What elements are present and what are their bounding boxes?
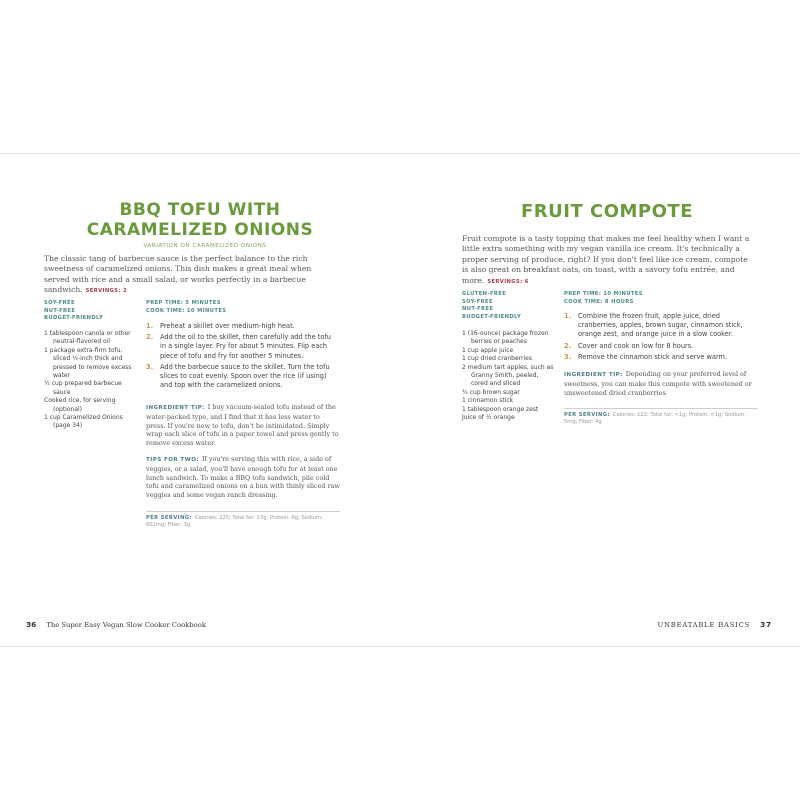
recipe-title <box>60 200 340 240</box>
ingredient-item: ¾ cup brown sugar <box>462 388 520 396</box>
recipe-times <box>564 291 643 306</box>
tip-label: INGREDIENT TIP: <box>564 372 623 378</box>
step-number: 2. <box>146 333 154 342</box>
nutrition-label: PER SERVING: <box>146 515 192 521</box>
ingredient-list <box>44 330 134 431</box>
step-number: 2. <box>564 341 572 350</box>
step-item <box>146 322 338 331</box>
tip-text: Depending on your preferred level of sweetness, you can make this compote with sweetened or unsweetened dried cranberries. <box>564 370 752 397</box>
ingredient-item: 1 cup Caramelized Onions (page 34) <box>44 414 123 430</box>
diet-tag: SOY-FREE <box>462 298 493 305</box>
step-item <box>146 333 338 361</box>
ingredient-list <box>462 330 554 422</box>
ingredient-item: 1 package extra-firm tofu, sliced ½-inch thick and pressed to remove excess water <box>44 346 132 380</box>
tip-label: INGREDIENT TIP: <box>146 405 205 411</box>
step-number: 1. <box>146 322 154 330</box>
ingredient-item: Cooked rice, for serving (optional) <box>44 397 116 413</box>
recipe-intro <box>462 234 754 287</box>
section-title: UNBEATABLE BASICS <box>657 621 751 629</box>
tip-label: TIPS FOR TWO: <box>146 457 199 463</box>
diet-tag: BUDGET-FRIENDLY <box>44 315 104 322</box>
servings-label: SERVINGS: 6 <box>487 278 529 285</box>
step-text: Add the barbecue sauce to the skillet. Turn the tofu slices to coat evenly. Spoon over the rice (if using) and top with the caramelized onions. <box>160 362 330 390</box>
step-text: Remove the cinnamon stick and serve warm. <box>578 352 728 361</box>
ingredient-item: 1 cinnamon stick <box>462 397 514 405</box>
step-item <box>146 363 338 391</box>
page-footer <box>26 620 206 629</box>
nutrition-info <box>564 408 758 427</box>
cook-time: COOK TIME: 8 HOURS <box>564 298 634 305</box>
step-text: Add the oil to the skillet, then carefully add the tofu in a single layer. Fry for about 5 minutes. Flip each piece of tofu and fry for another 5 minutes. <box>160 333 331 360</box>
ingredient-item: 2 medium tart apples, such as Granny Smith, peeled, cored and sliced <box>462 363 554 388</box>
right-page <box>400 154 800 646</box>
step-number: 3. <box>564 352 572 361</box>
step-item <box>564 353 756 362</box>
cook-time: COOK TIME: 10 MINUTES <box>146 307 227 314</box>
step-list <box>146 322 338 392</box>
ingredient-item: Juice of ½ orange <box>462 414 515 422</box>
page-number: 37 <box>760 620 772 629</box>
left-page <box>0 154 400 646</box>
diet-tag: NUT-FREE <box>44 307 76 314</box>
ingredient-tip <box>146 403 340 448</box>
step-text: Cover and cook on low for 8 hours. <box>578 341 694 350</box>
nutrition-text: Calories: 122; Total fat: <1g; Protein: <1g; Sodium: 5mg; Fiber: 4g <box>564 412 747 426</box>
tip-text: I buy vacuum-sealed tofu instead of the water-packed type, and I find that it has less water to press. If you're new to tofu, don't be intimidated. Simply wrap each slice of tofu in a paper towel and press gently to remove excess water. <box>146 403 339 448</box>
diet-tag: GLUTEN-FREE <box>462 291 507 297</box>
tip-text: If you're serving this with rice, a side of veggies, or a salad, you'll have enough tofu for at least one lunch sandwich. To make a BBQ tofu sandwich, pile cold tofu and caramelized onions on a bun with thinly sliced raw veggies and some vegan ranch dressing. <box>146 455 340 500</box>
recipe-title: FRUIT COMPOTE <box>520 201 693 222</box>
book-spread <box>0 153 800 647</box>
ingredient-item: 1 cup dried cranberries <box>462 355 532 363</box>
nutrition-label: PER SERVING: <box>564 412 610 418</box>
ingredient-item: 1 cup apple juice <box>462 346 514 354</box>
page-number: 36 <box>26 620 37 629</box>
step-item <box>564 342 756 351</box>
ingredient-item: 1 tablespoon canola or other neutral-flavored oil <box>44 330 131 346</box>
servings-label: SERVINGS: 2 <box>85 288 128 295</box>
recipe-times <box>146 300 226 315</box>
nutrition-text: Calories: 225; Total fat: 13g; Protein: 6g; Sodium: 602mg; Fiber: 3g <box>146 515 323 529</box>
step-text: Preheat a skillet over medium-high heat. <box>160 322 295 330</box>
ingredient-item: 1 (16-ounce) package frozen berries or peaches <box>462 330 549 346</box>
step-number: 1. <box>564 312 572 320</box>
title-line-2: CARAMELIZED ONIONS <box>86 220 314 240</box>
step-text: Combine the frozen fruit, apple juice, dried cranberries, apples, brown sugar, cinnamon stick, orange zest, and orange juice in a slow cooker. <box>578 312 743 339</box>
title-line-1: BBQ TOFU WITH <box>119 200 281 220</box>
prep-time: PREP TIME: 10 MINUTES <box>564 291 643 297</box>
intro-text: The classic tang of barbecue sauce is the perfect balance to the rich sweetness of caramelized onions. This dish makes a great meal when served with rice and a small salad, or works perfectly in a barbecue sandwich. <box>44 254 312 295</box>
diet-tag: SOY-FREE <box>44 300 75 306</box>
page-footer <box>658 620 772 629</box>
ingredient-item: ½ cup prepared barbecue sauce <box>44 380 122 396</box>
diet-tags <box>44 300 103 323</box>
tips-for-two <box>146 455 340 500</box>
diet-tags <box>462 291 521 321</box>
ingredient-item: 1 tablespoon orange zest <box>462 405 539 413</box>
step-list <box>564 312 756 364</box>
diet-tag: NUT-FREE <box>462 306 494 313</box>
prep-time: PREP TIME: 5 MINUTES <box>146 300 221 306</box>
step-item <box>564 312 756 340</box>
recipe-subtitle: VARIATION ON CARAMELIZED ONIONS <box>143 243 267 249</box>
nutrition-info <box>146 511 340 530</box>
diet-tag: BUDGET-FRIENDLY <box>462 313 522 320</box>
ingredient-tip <box>564 370 758 397</box>
book-title: The Super Easy Vegan Slow Cooker Cookbook <box>46 621 206 629</box>
step-number: 3. <box>146 362 154 371</box>
recipe-intro <box>44 254 336 297</box>
intro-text: Fruit compote is a tasty topping that makes me feel healthy when I want a little extra something with my vegan vanilla ice cream. It's technically a proper serving of produce, right? If you don't feel like ice cream, compote is also great on breakfast oats, on toast, with a savory tofu entrée, and more. <box>462 234 750 285</box>
